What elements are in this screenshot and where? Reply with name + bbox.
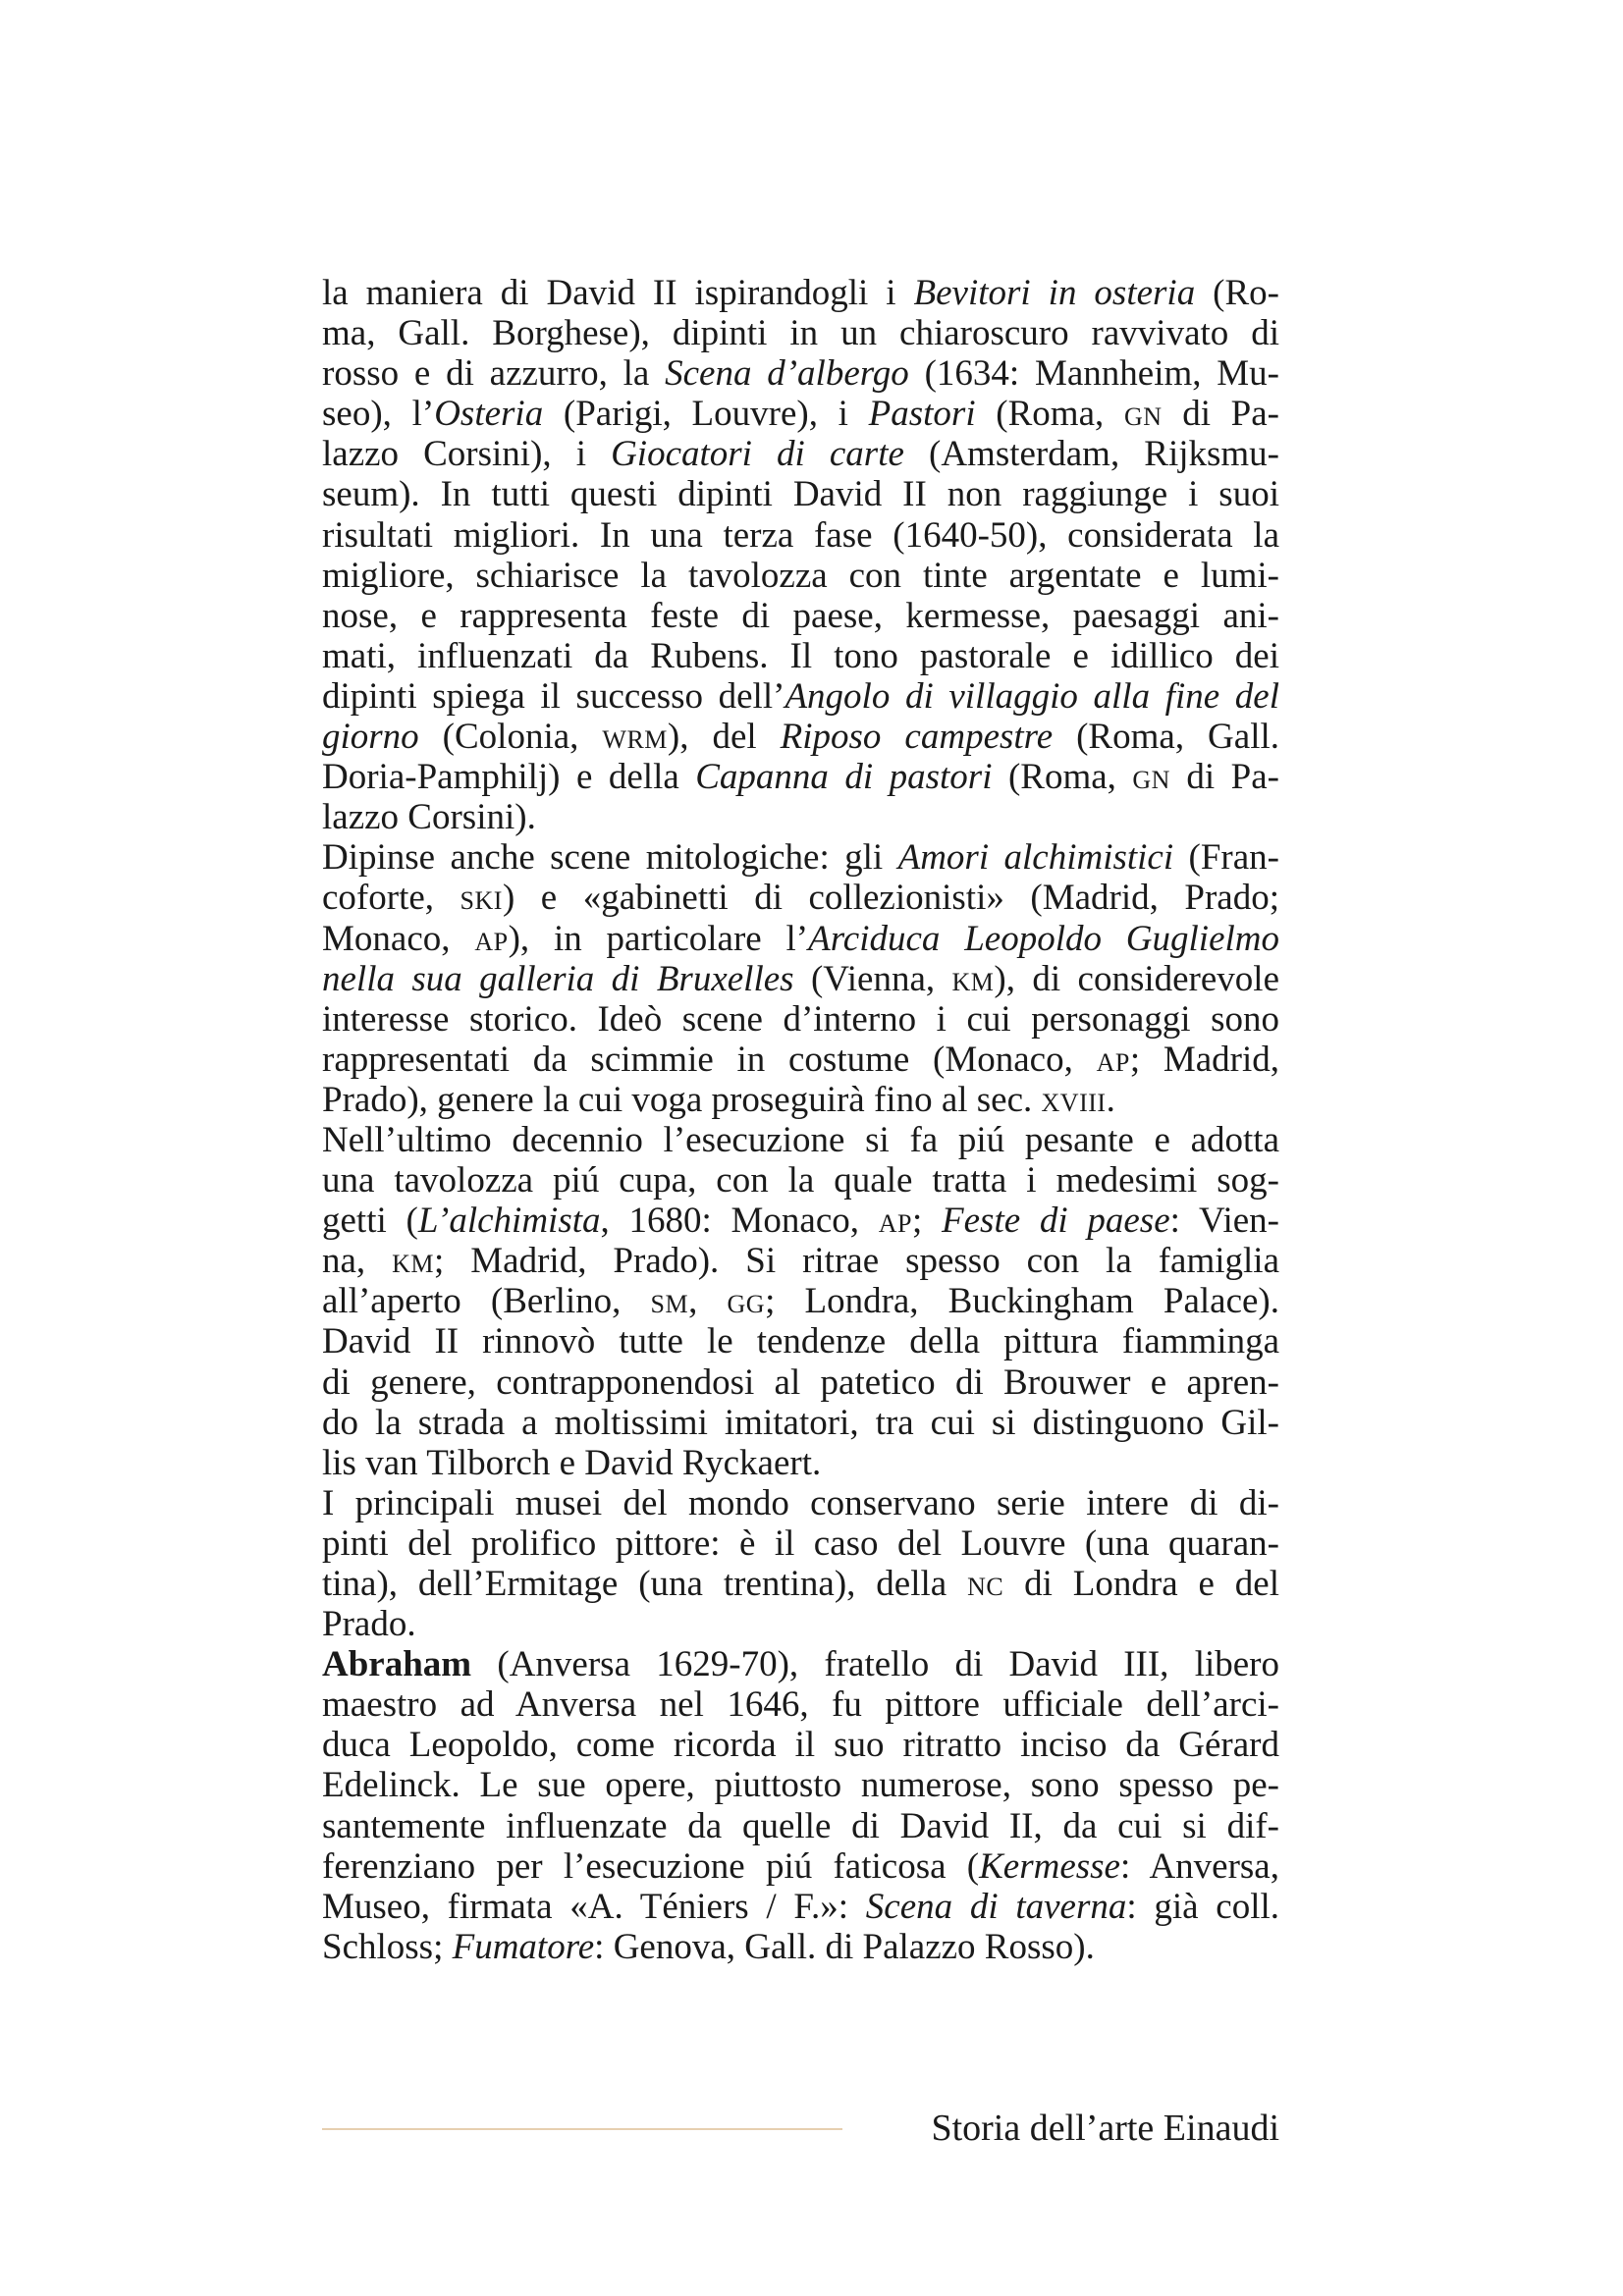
italic-title: giorno bbox=[322, 717, 419, 758]
italic-title: Scena d’albergo bbox=[665, 353, 909, 395]
text-line: lazzo Corsini), i Giocatori di carte (Amsterdam, Rijksmu- bbox=[322, 434, 1280, 475]
abbreviation: nc bbox=[967, 1564, 1004, 1604]
text-line: nella sua galleria di Bruxelles (Vienna, km), di considerevole bbox=[322, 958, 1279, 999]
abbreviation: gn bbox=[1132, 757, 1170, 798]
text-line: all’aperto (Berlino, sm, gg; Londra, Buckingham Palace). bbox=[322, 1281, 1279, 1322]
italic-title: Feste di paese bbox=[942, 1201, 1170, 1242]
abbreviation: km bbox=[951, 958, 995, 999]
italic-title: Amori alchimistici bbox=[897, 837, 1174, 879]
text-line: David II rinnovò tutte le tendenze della pittura fiamminga bbox=[322, 1321, 1279, 1362]
text-line: Prado. bbox=[322, 1604, 416, 1645]
text-line: pinti del prolifico pittore: è il caso del Louvre (una quaran- bbox=[322, 1522, 1279, 1564]
text-line: di genere, contrapponendosi al patetico di Brouwer e apren- bbox=[322, 1362, 1279, 1403]
italic-title: nella sua galleria di Bruxelles bbox=[322, 958, 794, 999]
italic-title: Giocatori di carte bbox=[611, 434, 904, 475]
abbreviation: xviii bbox=[1041, 1079, 1107, 1120]
italic-title: Capanna di pastori bbox=[695, 757, 993, 798]
text-line: una tavolozza piú cupa, con la quale tratta i medesimi sog- bbox=[322, 1160, 1279, 1201]
text-line: lis van Tilborch e David Ryckaert. bbox=[322, 1442, 822, 1483]
text-line: Doria-Pamphilj) e della Capanna di pastori (Roma, gn di Pa- bbox=[322, 757, 1279, 798]
text-line: ma, Gall. Borghese), dipinti in un chiaroscuro ravvivato di bbox=[322, 313, 1279, 354]
text-line: maestro ad Anversa nel 1646, fu pittore ufficiale dell’arci- bbox=[322, 1684, 1279, 1726]
text-line: na, km; Madrid, Prado). Si ritrae spesso con la famiglia bbox=[322, 1241, 1279, 1282]
abbreviation: ap bbox=[878, 1201, 912, 1242]
text-line: Edelinck. Le sue opere, piuttosto numerose, sono spesso pe- bbox=[322, 1765, 1279, 1806]
text-line: Monaco, ap), in particolare l’Arciduca Leopoldo Guglielmo bbox=[322, 918, 1280, 959]
text-line: lazzo Corsini). bbox=[322, 797, 536, 838]
abbreviation: gn bbox=[1123, 394, 1163, 435]
text-line: dipinti spiega il successo dell’Angolo di villaggio alla fine del bbox=[322, 675, 1279, 717]
text-line: risultati migliori. In una terza fase (1640-50), considerata la bbox=[322, 514, 1279, 556]
abbreviation: gg bbox=[727, 1281, 766, 1322]
text-line: Dipinse anche scene mitologiche: gli Amori alchimistici (Fran- bbox=[322, 837, 1279, 879]
footer-rule bbox=[322, 2128, 842, 2130]
text-line: interesse storico. Ideò scene d’interno i cui personaggi sono bbox=[322, 998, 1279, 1040]
text-line: tina), dell’Ermitage (una trentina), della nc di Londra e del bbox=[322, 1564, 1280, 1604]
text-line: coforte, ski) e «gabinetti di collezionisti» (Madrid, Prado; bbox=[322, 878, 1279, 919]
italic-title: Angolo di villaggio alla fine del bbox=[784, 675, 1279, 717]
italic-title: Arciduca Leopoldo Guglielmo bbox=[808, 918, 1280, 959]
text-line: ferenziano per l’esecuzione piú faticosa (Kermesse: Anversa, bbox=[322, 1845, 1279, 1887]
text-line: do la strada a moltissimi imitatori, tra cui si distinguono Gil- bbox=[322, 1402, 1279, 1443]
italic-title: Osteria bbox=[434, 394, 544, 435]
italic-title: Riposo campestre bbox=[780, 717, 1054, 758]
text-line: la maniera di David II ispirandogli i Bevitori in osteria (Ro- bbox=[322, 273, 1279, 313]
body-text bbox=[322, 273, 1279, 1967]
text-line: seo), l’Osteria (Parigi, Louvre), i Pastori (Roma, gn di Pa- bbox=[322, 394, 1280, 435]
text-line: nose, e rappresenta feste di paese, kermesse, paesaggi ani- bbox=[322, 595, 1279, 636]
italic-title: Kermesse bbox=[979, 1845, 1120, 1887]
text-line: santemente influenzate da quelle di David II, da cui si dif- bbox=[322, 1805, 1279, 1846]
text-line: mati, influenzati da Rubens. Il tono pastorale e idillico dei bbox=[322, 635, 1279, 676]
abbreviation: ap bbox=[474, 918, 509, 959]
text-line: Schloss; Fumatore: Genova, Gall. di Palazzo Rosso). bbox=[322, 1926, 1095, 1967]
bold-heading: Abraham bbox=[322, 1644, 472, 1685]
text-line: Prado), genere la cui voga proseguirà fino al sec. xviii. bbox=[322, 1079, 1115, 1120]
italic-title: Bevitori in osteria bbox=[913, 273, 1196, 313]
text-line: rosso e di azzurro, la Scena d’albergo (1634: Mannheim, Mu- bbox=[322, 353, 1279, 395]
text-line: seum). In tutti questi dipinti David II non raggiunge i suoi bbox=[322, 474, 1279, 515]
footer-title: Storia dell’arte Einaudi bbox=[931, 2108, 1279, 2149]
text-line: rappresentati da scimmie in costume (Monaco, ap; Madrid, bbox=[322, 1039, 1279, 1080]
text-line: migliore, schiarisce la tavolozza con tinte argentate e lumi- bbox=[322, 555, 1279, 596]
italic-title: L’alchimista bbox=[417, 1201, 601, 1242]
abbreviation: ski bbox=[460, 878, 503, 919]
abbreviation: sm bbox=[650, 1281, 689, 1322]
text-line: Abraham (Anversa 1629-70), fratello di David III, libero bbox=[322, 1644, 1279, 1685]
text-line: Nell’ultimo decennio l’esecuzione si fa piú pesante e adotta bbox=[322, 1119, 1279, 1160]
text-line: getti (L’alchimista, 1680: Monaco, ap; Feste di paese: Vien- bbox=[322, 1201, 1280, 1242]
abbreviation: km bbox=[392, 1241, 435, 1282]
text-line: Museo, firmata «A. Téniers / F.»: Scena di taverna: già coll. bbox=[322, 1886, 1280, 1927]
text-line: I principali musei del mondo conservano serie intere di di- bbox=[322, 1482, 1279, 1523]
text-line: giorno (Colonia, wrm), del Riposo campestre (Roma, Gall. bbox=[322, 717, 1280, 758]
italic-title: Pastori bbox=[868, 394, 976, 435]
abbreviation: ap bbox=[1096, 1039, 1130, 1080]
text-line: duca Leopoldo, come ricorda il suo ritratto inciso da Gérard bbox=[322, 1725, 1279, 1766]
italic-title: Scena di taverna bbox=[865, 1886, 1127, 1927]
abbreviation: wrm bbox=[602, 717, 668, 758]
italic-title: Fumatore bbox=[452, 1926, 595, 1967]
